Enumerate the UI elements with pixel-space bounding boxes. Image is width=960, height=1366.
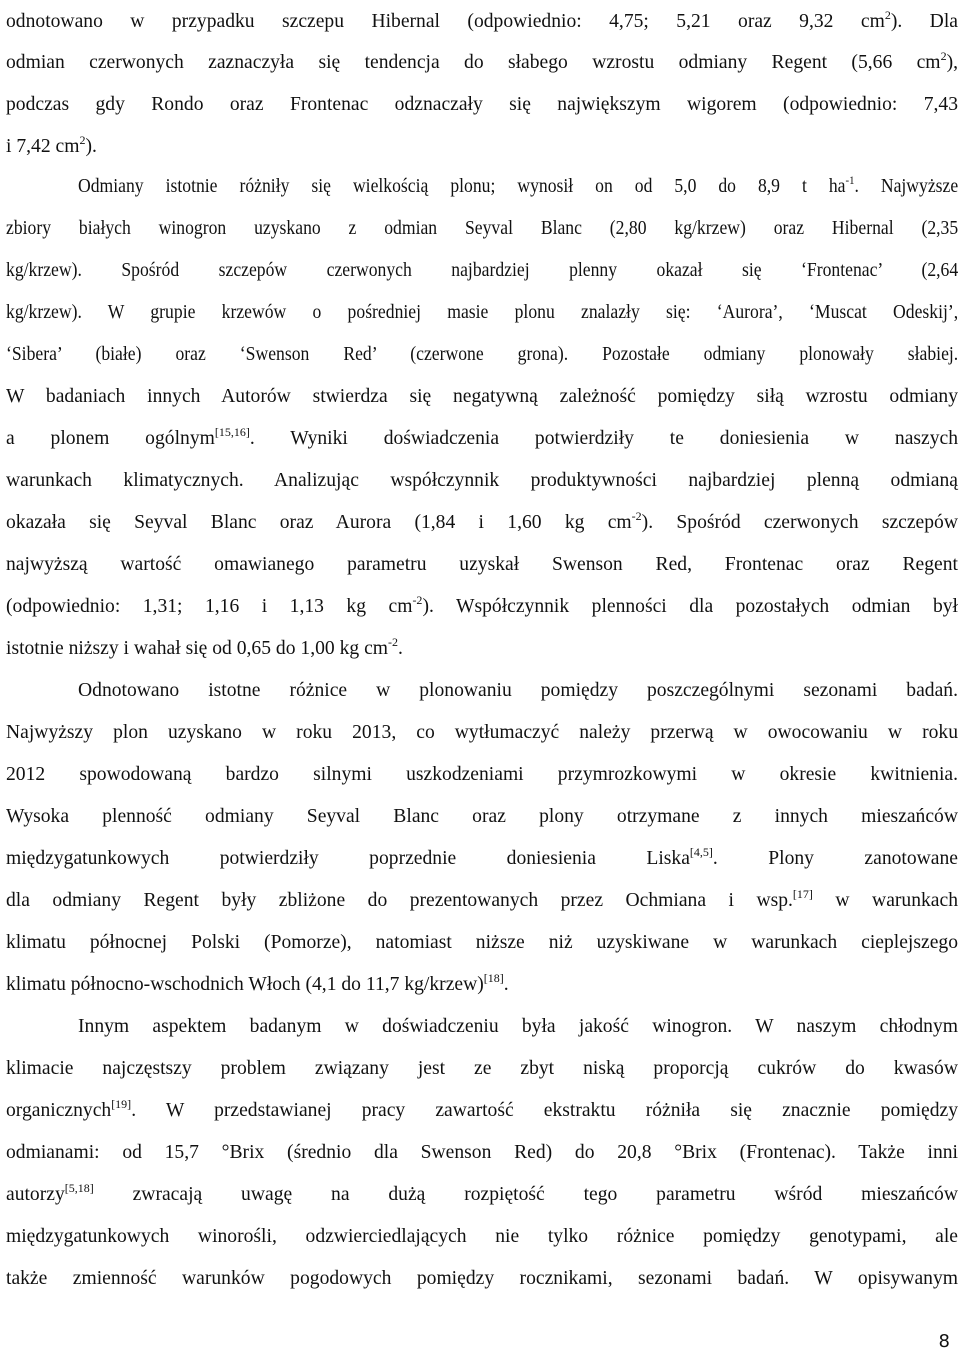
text-line bbox=[6, 550, 958, 580]
text-run: podczas gdy Rondo oraz Frontenac odznaczały się największym wigorem (odpowiednio: 7,43 bbox=[6, 94, 958, 115]
text-line bbox=[78, 676, 958, 706]
superscript: [18] bbox=[483, 971, 504, 985]
text-line bbox=[6, 298, 958, 328]
text-run: warunkach klimatycznych. Analizując współczynnik produktywności najbardziej plenną odmianą bbox=[6, 470, 958, 491]
text-run: ). Spośród czerwonych szczepów bbox=[641, 512, 958, 533]
text-run: międzygatunkowych potwierdziły poprzednie doniesienia Liska bbox=[6, 848, 690, 869]
superscript: 2 bbox=[884, 8, 891, 22]
superscript: [4,5] bbox=[689, 845, 713, 859]
text-line bbox=[6, 1264, 958, 1294]
text-line bbox=[6, 256, 958, 286]
text-run: ‘Sibera’ (białe) oraz ‘Swenson Red’ (czerwone grona). Pozostałe odmiany plonowały słabiej. bbox=[6, 344, 959, 365]
text-run: Innym aspektem badanym w doświadczeniu była jakość winogron. W naszym chłodnym bbox=[78, 1016, 958, 1037]
text-line bbox=[6, 634, 958, 664]
text-line bbox=[6, 928, 958, 958]
text-run: W badaniach innych Autorów stwierdza się negatywną zależność pomiędzy siłą wzrostu odmiany bbox=[6, 386, 958, 407]
superscript: -2 bbox=[412, 593, 423, 607]
text-run: klimatu północno-wschodnich Włoch (4,1 do 11,7 kg/krzew) bbox=[6, 974, 484, 995]
text-run: . bbox=[503, 974, 509, 995]
superscript: -2 bbox=[631, 509, 642, 523]
text-line bbox=[6, 1096, 958, 1126]
superscript: 2 bbox=[79, 133, 86, 147]
superscript: 2 bbox=[940, 49, 947, 63]
text-run: autorzy bbox=[6, 1184, 65, 1205]
text-line bbox=[6, 424, 958, 454]
text-run: (odpowiednio: 1,31; 1,16 i 1,13 kg cm bbox=[6, 596, 413, 617]
text-run: i 7,42 cm bbox=[6, 136, 80, 157]
text-run: zbiory białych winogron uzyskano z odmian Seyval Blanc (2,80 kg/krzew) oraz Hibernal (2,35 bbox=[6, 218, 959, 239]
text-line bbox=[6, 802, 958, 832]
text-line bbox=[6, 132, 958, 162]
text-run: kg/krzew). W grupie krzewów o pośredniej masie plonu znalazły się: ‘Aurora’, ‘Muscat Odeskij’, bbox=[6, 302, 959, 323]
text-line bbox=[6, 508, 958, 538]
text-run: Najwyższy plon uzyskano w roku 2013, co wytłumaczyć należy przerwą w owocowaniu w roku bbox=[6, 722, 958, 743]
text-run: . Plony zanotowane bbox=[712, 848, 958, 869]
text-run: najwyższą wartość omawianego parametru uzyskał Swenson Red, Frontenac oraz Regent bbox=[6, 554, 958, 575]
text-run: klimacie najczęstszy problem związany jest ze zbyt niską proporcją cukrów do kwasów bbox=[6, 1058, 958, 1079]
text-run: klimatu północnej Polski (Pomorze), natomiast niższe niż uzyskiwane w warunkach cieplejszego bbox=[6, 932, 958, 953]
text-line bbox=[6, 1180, 958, 1210]
text-line bbox=[6, 844, 958, 874]
text-run: organicznych bbox=[6, 1100, 112, 1121]
superscript: [19] bbox=[111, 1097, 132, 1111]
text-line bbox=[6, 592, 958, 622]
superscript: [17] bbox=[792, 887, 813, 901]
text-run: . W przedstawianej pracy zawartość ekstraktu różniła się znacznie pomiędzy bbox=[131, 1100, 958, 1121]
text-line bbox=[6, 886, 958, 916]
text-line bbox=[6, 1054, 958, 1084]
text-run: odmianami: od 15,7 °Brix (średnio dla Swenson Red) do 20,8 °Brix (Frontenac). Także inni bbox=[6, 1142, 958, 1163]
text-run: ). bbox=[85, 136, 97, 157]
text-line bbox=[6, 214, 958, 244]
superscript: -1 bbox=[845, 173, 855, 187]
text-run: Odmiany istotnie różniły się wielkością plonu; wynosił on od 5,0 do 8,9 t ha bbox=[78, 176, 846, 197]
text-line bbox=[6, 340, 958, 370]
text-line bbox=[6, 1222, 958, 1252]
text-line bbox=[6, 466, 958, 496]
text-line bbox=[78, 1012, 958, 1042]
text-run: okazała się Seyval Blanc oraz Aurora (1,84 i 1,60 kg cm bbox=[6, 512, 632, 533]
text-run: ). Dla bbox=[890, 11, 958, 32]
text-run: odnotowano w przypadku szczepu Hibernal (odpowiednio: 4,75; 5,21 oraz 9,32 cm bbox=[6, 11, 885, 32]
text-run: ), bbox=[946, 52, 958, 73]
text-line bbox=[6, 48, 958, 78]
text-line bbox=[78, 172, 958, 202]
text-run: istotnie niższy i wahał się od 0,65 do 1,00 kg cm bbox=[6, 638, 389, 659]
text-run: 2012 spowodowaną bardzo silnymi uszkodzeniami przymrozkowymi w okresie kwitnienia. bbox=[6, 764, 958, 785]
text-run: ). Współczynnik plenności dla pozostałych odmian był bbox=[422, 596, 958, 617]
text-run: . bbox=[398, 638, 403, 659]
text-line bbox=[6, 718, 958, 748]
text-run: . Najwyższe bbox=[854, 176, 959, 197]
text-line bbox=[6, 970, 958, 1000]
text-run: dla odmiany Regent były zbliżone do prezentowanych przez Ochmiana i wsp. bbox=[6, 890, 793, 911]
text-run: kg/krzew). Spośród szczepów czerwonych najbardziej plenny okazał się ‘Frontenac’ (2,64 bbox=[6, 260, 959, 281]
text-line bbox=[6, 1138, 958, 1168]
text-run: . Wyniki doświadczenia potwierdziły te doniesienia w naszych bbox=[249, 428, 959, 449]
superscript: [5,18] bbox=[64, 1181, 94, 1195]
text-run: w warunkach bbox=[812, 890, 959, 911]
text-line bbox=[6, 90, 958, 120]
text-run: międzygatunkowych winorośli, odzwierciedlających nie tylko różnice pomiędzy genotypami, ale bbox=[6, 1226, 958, 1247]
text-run: Wysoka plenność odmiany Seyval Blanc oraz plony otrzymane z innych mieszańców bbox=[6, 806, 958, 827]
text-run: Odnotowano istotne różnice w plonowaniu pomiędzy poszczególnymi sezonami badań. bbox=[78, 680, 958, 701]
text-run: a plonem ogólnym bbox=[6, 428, 215, 449]
superscript: -2 bbox=[388, 635, 399, 649]
text-line bbox=[6, 760, 958, 790]
text-line bbox=[6, 7, 958, 37]
page-number: 8 bbox=[938, 1331, 950, 1352]
superscript: [15,16] bbox=[214, 425, 250, 439]
text-run: zwracają uwagę na dużą rozpiętość tego parametru wśród mieszańców bbox=[93, 1184, 958, 1205]
text-line bbox=[6, 382, 958, 412]
text-run: także zmienność warunków pogodowych pomiędzy rocznikami, sezonami badań. W opisywanym bbox=[6, 1268, 958, 1289]
text-run: odmian czerwonych zaznaczyła się tendencja do słabego wzrostu odmiany Regent (5,66 cm bbox=[6, 52, 941, 73]
